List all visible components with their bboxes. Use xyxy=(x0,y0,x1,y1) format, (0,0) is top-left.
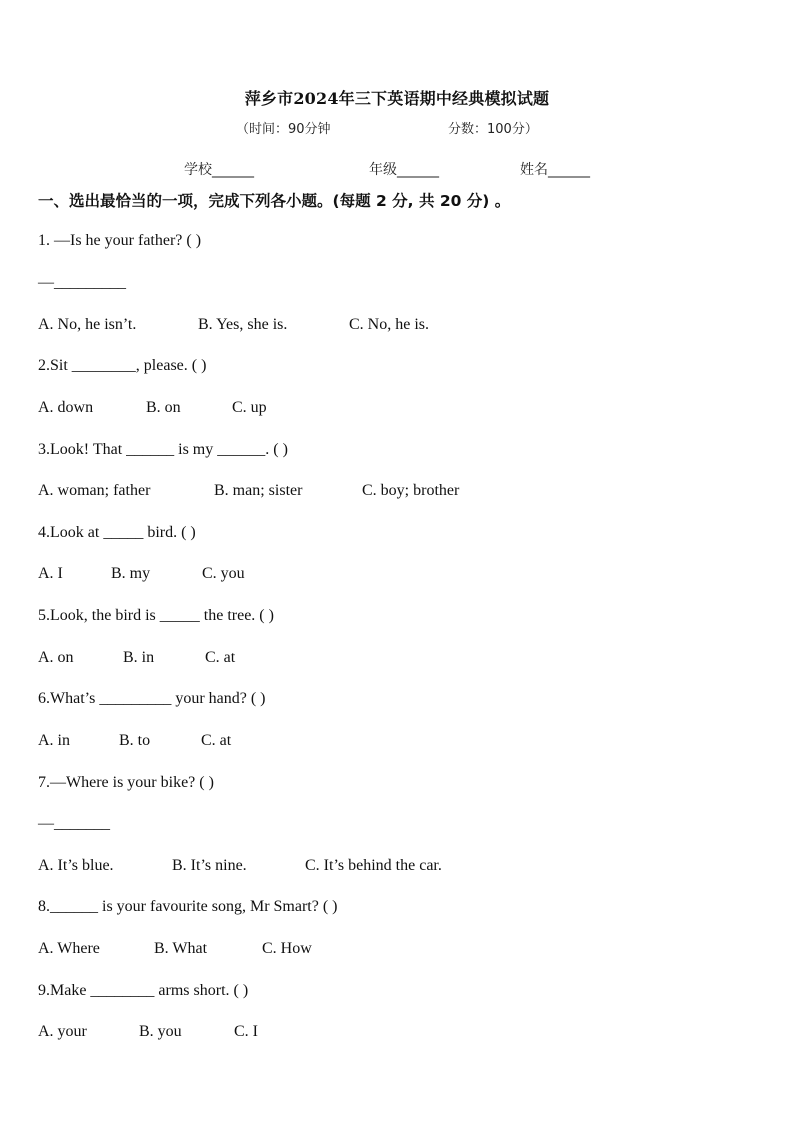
question-1-options xyxy=(38,316,429,334)
question-2-stem: 2.Sit ________, please. ( ) xyxy=(38,357,207,374)
option-b[interactable]: B. Yes, she is. xyxy=(198,316,288,333)
option-b[interactable]: B. on xyxy=(146,399,181,416)
question-3-options xyxy=(38,482,459,500)
option-b[interactable]: B. to xyxy=(119,732,151,749)
section-title: 一、选出最恰当的一项，完成下列各小题。(每题 2 分, 共 20 分) 。 xyxy=(38,192,511,210)
question-5-stem: 5.Look, the bird is _____ the tree. ( ) xyxy=(38,607,274,624)
option-b[interactable]: B. you xyxy=(139,1023,182,1040)
option-b[interactable]: B. in xyxy=(123,649,155,666)
exam-score: 分数：100分） xyxy=(448,122,538,137)
option-a[interactable]: A. I xyxy=(38,565,63,582)
option-c[interactable]: C. at xyxy=(201,732,232,749)
exam-time: （时间：90分钟 xyxy=(236,122,331,137)
option-c[interactable]: C. at xyxy=(205,649,236,666)
option-a[interactable]: A. down xyxy=(38,399,94,416)
question-8-options xyxy=(38,940,312,958)
option-b[interactable]: B. What xyxy=(154,940,208,957)
question-7-stem: 7.—Where is your bike? ( ) xyxy=(38,774,214,791)
question-8-stem: 8.______ is your favourite song, Mr Smart? ( ) xyxy=(38,898,338,915)
option-c[interactable]: C. No, he is. xyxy=(349,316,429,333)
grade-field[interactable]: 年级______ xyxy=(369,162,439,178)
option-a[interactable]: A. It’s blue. xyxy=(38,857,114,874)
question-6-options xyxy=(38,732,231,750)
question-1-answer-line: —_________ xyxy=(38,274,126,291)
question-4-stem: 4.Look at _____ bird. ( ) xyxy=(38,524,196,541)
school-field[interactable]: 学校______ xyxy=(184,162,254,178)
option-c[interactable]: C. I xyxy=(234,1023,258,1040)
exam-title: 萍乡市2024年三下英语期中经典模拟试题 xyxy=(244,89,550,108)
question-9-options xyxy=(38,1023,258,1041)
question-7-options xyxy=(38,857,442,875)
name-field[interactable]: 姓名______ xyxy=(520,162,590,178)
option-c[interactable]: C. boy; brother xyxy=(362,482,460,499)
question-1-stem: 1. —Is he your father? ( ) xyxy=(38,232,202,249)
option-c[interactable]: C. It’s behind the car. xyxy=(305,857,442,874)
question-9-stem: 9.Make ________ arms short. ( ) xyxy=(38,982,249,999)
option-a[interactable]: A. your xyxy=(38,1023,87,1040)
option-c[interactable]: C. up xyxy=(232,399,267,416)
question-7-answer-line: —_______ xyxy=(38,815,110,832)
option-c[interactable]: C. How xyxy=(262,940,312,957)
option-b[interactable]: B. my xyxy=(111,565,151,582)
option-a[interactable]: A. on xyxy=(38,649,74,666)
question-3-stem: 3.Look! That ______ is my ______. ( ) xyxy=(38,441,288,458)
option-a[interactable]: A. in xyxy=(38,732,70,749)
option-a[interactable]: A. Where xyxy=(38,940,100,957)
option-a[interactable]: A. No, he isn’t. xyxy=(38,316,137,333)
question-4-options xyxy=(38,565,245,583)
option-b[interactable]: B. It’s nine. xyxy=(172,857,247,874)
question-5-options xyxy=(38,649,235,667)
question-6-stem: 6.What’s _________ your hand? ( ) xyxy=(38,690,266,707)
option-a[interactable]: A. woman; father xyxy=(38,482,151,499)
option-c[interactable]: C. you xyxy=(202,565,245,582)
question-2-options xyxy=(38,399,267,417)
option-b[interactable]: B. man; sister xyxy=(214,482,303,499)
